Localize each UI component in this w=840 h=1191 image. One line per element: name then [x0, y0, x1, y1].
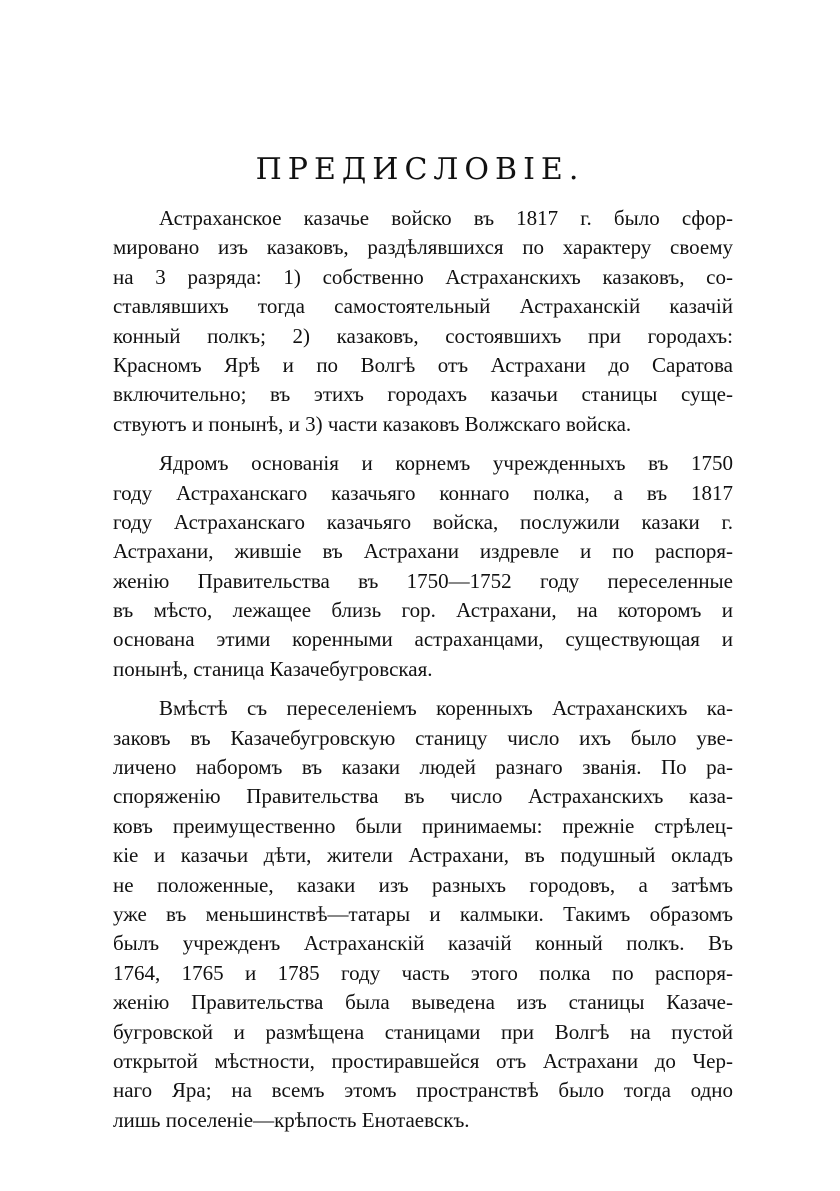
text-line: 1764, 1765 и 1785 году часть этого полка по распоря-: [113, 960, 733, 985]
text-line: включительно; въ этихъ городахъ казачьи станицы суще-: [113, 382, 733, 407]
text-line: открытой мѣстности, простиравшейся отъ Астрахани до Чер-: [113, 1048, 733, 1073]
text-line: споряженію Правительства въ число Астраханскихъ каза-: [113, 784, 733, 809]
text-line: ставлявшихъ тогда самостоятельный Астраханскій казачій: [113, 294, 733, 319]
text-line: кіе и казачьи дѣти, жители Астрахани, въ подушный окладъ: [113, 843, 733, 868]
text-line: Вмѣстѣ съ переселеніемъ коренныхъ Астраханскихъ ка-: [159, 696, 733, 721]
text-line: на 3 разряда: 1) собственно Астраханскихъ казаковъ, со-: [113, 264, 733, 289]
paragraph-2: [113, 449, 733, 684]
text-line: не положенные, казаки изъ разныхъ городовъ, а затѣмъ: [113, 872, 733, 897]
text-line: Астрахани, жившіе въ Астрахани издревле и по распоря-: [113, 539, 733, 564]
text-line: наго Яра; на всемъ этомъ пространствѣ было тогда одно: [113, 1078, 733, 1103]
text-line: ковъ преимущественно были принимаемы: прежніе стрѣлец-: [113, 813, 733, 838]
paragraph-1: [113, 204, 733, 439]
text-line: женію Правительства была выведена изъ станицы Казаче-: [113, 990, 733, 1015]
text-line: понынѣ, станица Казачебугровская.: [113, 656, 433, 681]
text-line: бугровской и размѣщена станицами при Волгѣ на пустой: [113, 1019, 733, 1044]
text-line: мировано изъ казаковъ, раздѣлявшихся по характеру своему: [113, 235, 733, 260]
text-line: Красномъ Ярѣ и по Волгѣ отъ Астрахани до Саратова: [113, 352, 733, 377]
text-line: женію Правительства въ 1750—1752 году переселенные: [113, 568, 733, 593]
page-title: ПРЕДИСЛОВІЕ.: [255, 152, 585, 187]
text-line: основана этими коренными астраханцами, существующая и: [113, 627, 733, 652]
text-line: ствуютъ и понынѣ, и 3) части казаковъ Волжскаго войска.: [113, 411, 632, 436]
text-line: году Астраханскаго казачьяго коннаго полка, а въ 1817: [113, 480, 733, 505]
text-line: Ядромъ основанія и корнемъ учрежденныхъ въ 1750: [159, 451, 733, 476]
text-line: лишь поселеніе—крѣпость Енотаевскъ.: [113, 1107, 470, 1132]
body-text: [113, 204, 733, 1135]
text-line: году Астраханскаго казачьяго войска, послужили казаки г.: [113, 509, 733, 534]
text-line: конный полкъ; 2) казаковъ, состоявшихъ при городахъ:: [113, 323, 733, 348]
text-line: заковъ въ Казачебугровскую станицу число ихъ было уве-: [113, 725, 733, 750]
text-line: Астраханское казачье войско въ 1817 г. было сфор-: [159, 206, 733, 230]
text-line: былъ учрежденъ Астраханскій казачій конный полкъ. Въ: [113, 931, 733, 956]
paragraph-3: [113, 694, 733, 1135]
text-line: въ мѣсто, лежащее близь гор. Астрахани, на которомъ и: [113, 598, 733, 623]
text-line: личено наборомъ въ казаки людей разнаго званія. По ра-: [113, 755, 733, 780]
text-line: уже въ меньшинствѣ—татары и калмыки. Такимъ образомъ: [113, 901, 733, 926]
